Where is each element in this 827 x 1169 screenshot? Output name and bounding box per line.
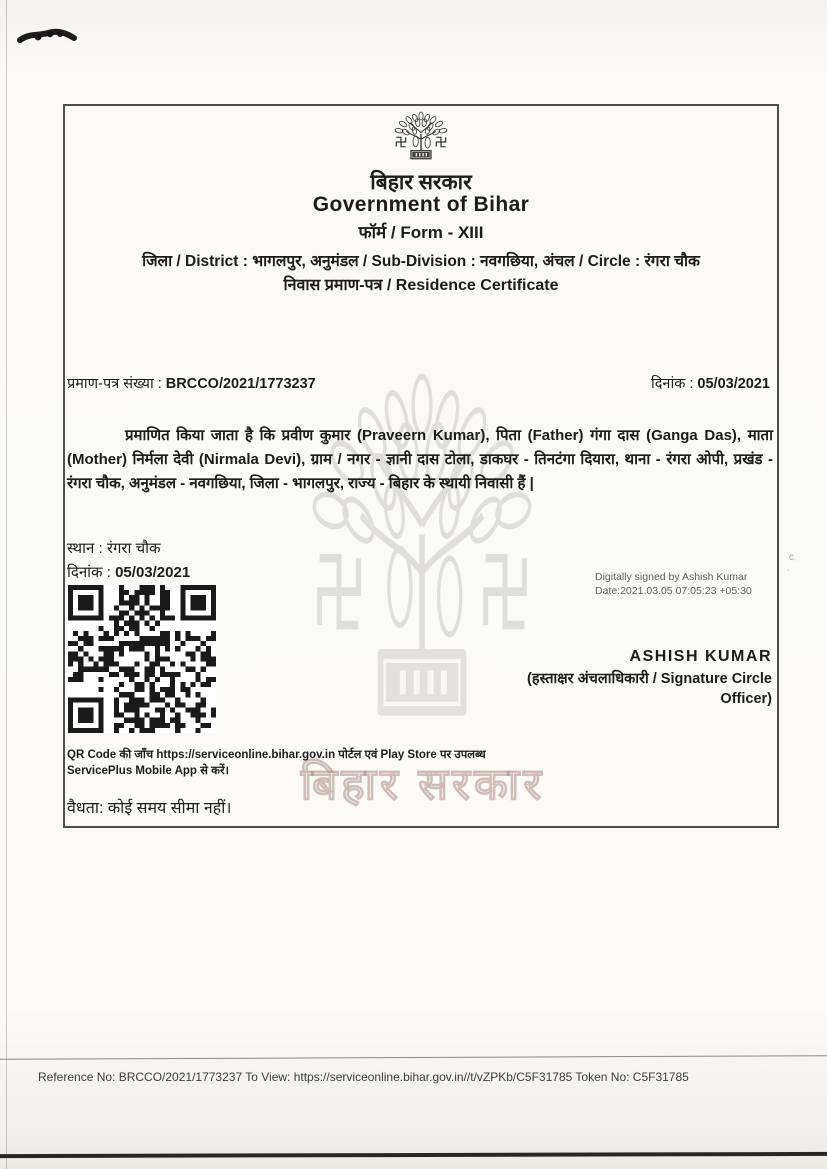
scan-mark: c. . [786, 551, 798, 574]
qr-code [68, 585, 216, 733]
digital-signature-note [595, 570, 752, 598]
qr-verification-note: QR Code की जाँच https://serviceonline.bihar.gov.in पोर्टल एवं Play Store पर उपलब्ध ServicePlus Mobile App से करें। [67, 749, 486, 777]
footer-divider [0, 1055, 827, 1060]
government-emblem-icon [381, 111, 461, 165]
officer-name: ASHISH KUMAR [629, 648, 772, 665]
scan-edge-line [6, 0, 7, 1169]
district-subdivision-circle-line: जिला / District : भागलपुर, अनुमंडल / Sub-Division : नवगछिया, अंचल / Circle : रंगरा चौक [142, 253, 700, 270]
issue-place-value: रंगरा चौक [106, 540, 161, 557]
org-name-english: Government of Bihar [312, 193, 530, 216]
digital-signature-line1: Digitally signed by Ashish Kumar [595, 571, 748, 583]
digital-signature-line2: Date:2021.03.05 07:05:23 +05:30 [595, 585, 752, 597]
certificate-number-label: प्रमाण-पत्र संख्या : [67, 376, 166, 392]
certificate-body-paragraph: प्रमाणित किया जाता है कि प्रवीण कुमार (Praveern Kumar), पिता (Father) गंगा दास (Ganga Das), माता (Mother) निर्मला देवी (Nirmala Devi), ग्राम / नगर - ज्ञानी दास टोला, डाकघर - तिनटंगा दियारा, थाना - रंगरा ओपी, प्रखंड - रंगरा चौक, अनुमंडल - नवगछिया, जिला - भागलपुर, राज्य - बिहार के स्थायी निवासी हैं | [67, 427, 773, 492]
issue-place-label: स्थान : [67, 540, 107, 557]
certificate-date-value: 05/03/2021 [697, 376, 770, 392]
certificate-title: निवास प्रमाण-पत्र / Residence Certificate [283, 277, 559, 294]
certificate-date [651, 373, 770, 393]
officer-designation: (हस्ताक्षर अंचलाधिकारी / Signature Circle Officer) [527, 671, 772, 707]
issue-date-value: 05/03/2021 [115, 564, 191, 581]
signature-block [472, 648, 772, 709]
org-name-hindi: बिहार सरकार [370, 171, 472, 194]
footer-reference-line: Reference No: BRCCO/2021/1773237 To View: https://serviceonline.bihar.gov.in//t/vZPKb/C5F31785 Token No: C5F31785 [38, 1070, 689, 1084]
scan-bottom-edge [0, 1152, 827, 1158]
certificate-number [67, 373, 316, 393]
certificate-date-label: दिनांक : [650, 376, 698, 392]
validity-note: वैधता: कोई समय सीमा नहीं। [67, 800, 232, 817]
issue-place [67, 538, 161, 558]
issue-date [67, 562, 190, 582]
form-number: फॉर्म / Form - XIII [358, 223, 484, 242]
certificate-number-value: BRCCO/2021/1773237 [165, 376, 316, 392]
watermark-text: बिहार सरकार [300, 760, 546, 809]
scan-smudge [16, 24, 80, 50]
issue-date-label: दिनांक : [67, 564, 116, 581]
